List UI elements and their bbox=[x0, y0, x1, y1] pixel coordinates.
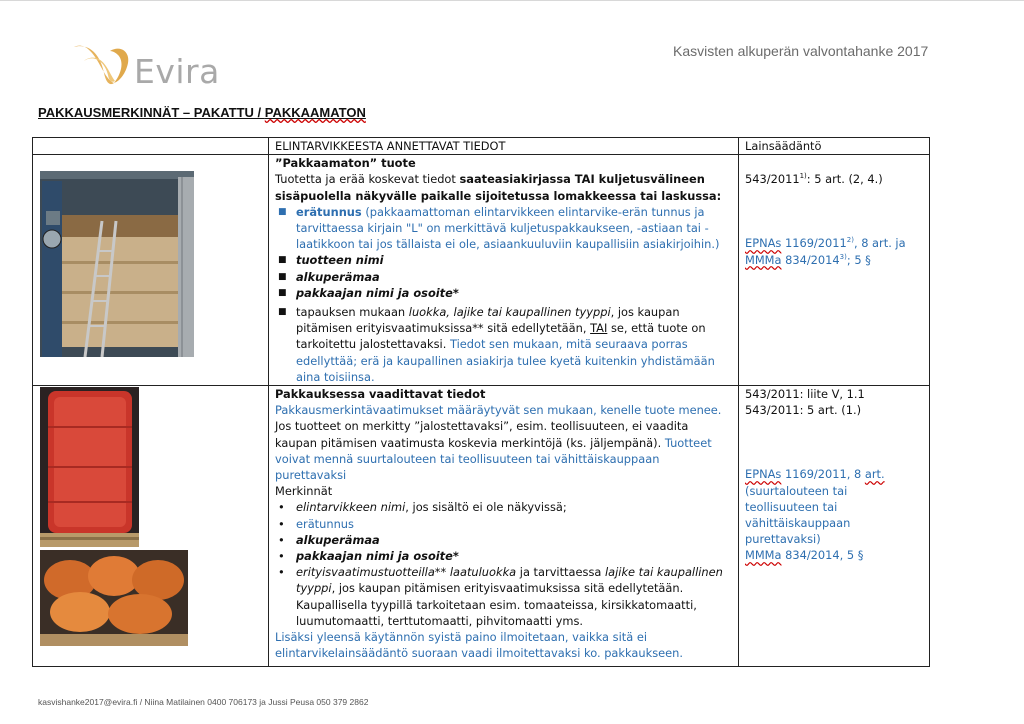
b5-r1: ja tarvittaessa bbox=[516, 565, 605, 580]
square-bullet-icon: ■ bbox=[278, 307, 287, 318]
onion-big-bag-photo bbox=[40, 387, 139, 547]
list-item bbox=[275, 285, 732, 301]
law6-a: EPNAs bbox=[745, 467, 782, 482]
law-ref-5: 543/2011: 5 art. (1.) bbox=[745, 403, 862, 418]
evira-swoosh-icon bbox=[70, 39, 132, 89]
square-bullet-icon: ■ bbox=[278, 271, 287, 282]
row2-heading: Pakkauksessa vaadittavat tiedot bbox=[275, 387, 486, 402]
b4-text: pakkaajan nimi ja osoite* bbox=[296, 549, 459, 564]
header-cell-law: Lainsäädäntö bbox=[739, 138, 930, 155]
last-item-t3: , jos kaupan pitämisen erityisvaatimuksissa** sitä edellytetään, bbox=[296, 305, 680, 336]
law6-d: (suurtalouteen tai teollisuuteen tai vähittäiskauppaan purettavaksi) bbox=[745, 483, 851, 547]
law-cell-unpacked bbox=[739, 155, 930, 386]
item-batch-code: erätunnus bbox=[296, 204, 362, 219]
list-item bbox=[275, 304, 732, 385]
law1-sup: 1) bbox=[799, 172, 807, 181]
b2-text: erätunnus bbox=[296, 516, 354, 531]
image-cell-bags bbox=[33, 386, 269, 667]
last-item-t5: se, että tuote on tarkoitettu jalostettavaksi. bbox=[296, 321, 706, 352]
last-item-t6: Tiedot sen mukaan, mitä seuraava porras edellyttää; erä ja kaupallinen asiakirja tulee kyetä kuitenkin yhdistämään aina toisiinsa. bbox=[296, 337, 715, 384]
document-title bbox=[38, 105, 366, 120]
header-cell-info: ELINTARVIKKEESTA ANNETTAVAT TIEDOT bbox=[269, 138, 739, 155]
doc-title-part2: PAKKAAMATON bbox=[264, 105, 366, 120]
law2-a: EPNAs bbox=[745, 236, 782, 251]
b1-rest: , jos sisältö ei ole näkyvissä; bbox=[405, 500, 567, 515]
list-item bbox=[275, 499, 732, 515]
row1-heading: ”Pakkaamaton” tuote bbox=[275, 156, 416, 171]
labeling-table bbox=[32, 137, 930, 667]
row2-para bbox=[275, 402, 732, 483]
law3-c: ; 5 § bbox=[846, 252, 871, 267]
image-cell-truck bbox=[33, 155, 269, 386]
square-bullet-icon: ■ bbox=[278, 287, 287, 298]
law3-a: MMMa bbox=[745, 252, 782, 267]
law2-c: , 8 art. ja bbox=[853, 236, 906, 251]
list-item bbox=[275, 516, 732, 532]
list-item bbox=[275, 252, 732, 268]
logo-text: Evira bbox=[134, 52, 220, 91]
list-item bbox=[275, 548, 732, 564]
dot-bullet-icon: • bbox=[278, 532, 285, 547]
law3-b: 834/2014 bbox=[781, 252, 840, 267]
dot-bullet-icon: • bbox=[278, 549, 285, 564]
row2-para-blue2: Tuotteet voivat mennä suurtalouteen tai teollisuuteen tai vähittäiskauppaan purettavaksi bbox=[275, 435, 712, 483]
law-ref-6 bbox=[745, 466, 923, 547]
list-item bbox=[275, 564, 732, 629]
row2-para-black: Jos tuotteet on merkitty ”jalostettavaksi”, esim. teollisuuteen, ei vaadita kaupan pitämisen vaatimusta koskevia merkintöjä (ks. jäljempänä). bbox=[275, 419, 689, 450]
info-cell-packed bbox=[269, 386, 739, 667]
row2-para-blue: Pakkausmerkintävaatimukset määräytyvät sen mukaan, kenelle tuote menee. bbox=[275, 403, 722, 418]
item-product-name: tuotteen nimi bbox=[296, 253, 384, 268]
law2-sup: 2) bbox=[846, 236, 854, 245]
footer-contact: kasvishanke2017@evira.fi / Niina Matilainen 0400 706173 ja Jussi Peusa 050 379 2862 bbox=[38, 697, 369, 707]
b5-italic2: lajike tai kaupallinen tyyppi bbox=[296, 565, 723, 596]
law-ref-1 bbox=[745, 171, 923, 187]
table-row-packed bbox=[33, 386, 930, 667]
list-item bbox=[275, 204, 732, 253]
last-item-t2: luokka, lajike tai kaupallinen tyyppi bbox=[408, 305, 611, 320]
law7-b: 834/2014, 5 § bbox=[781, 548, 864, 563]
truck-container-photo bbox=[40, 171, 194, 357]
law-ref-2 bbox=[745, 235, 923, 251]
list-item bbox=[275, 532, 732, 548]
law1-text: 543/2011 bbox=[745, 172, 800, 187]
dot-bullet-icon: • bbox=[278, 500, 285, 515]
row2-list bbox=[275, 499, 732, 629]
square-bullet-icon: ■ bbox=[278, 255, 287, 266]
b5-italic: erityisvaatimustuotteilla** laatuluokka bbox=[296, 565, 517, 580]
law6-c: art. bbox=[864, 467, 885, 482]
b5-r2: , jos kaupan pitämisen erityisvaatimuksissa sitä edellytetään. Kaupallisella tyypillä tarkoitetaan esim. tomaateissa, kirsikkatomaatti, luumutomaatti, terttutomaatti, pihvitomaatti yms. bbox=[296, 581, 697, 628]
law3-sup: 3) bbox=[839, 252, 847, 261]
law1-rest: : 5 art. (2, 4.) bbox=[806, 172, 883, 187]
header-title: Kasvisten alkuperän valvontahanke 2017 bbox=[673, 43, 929, 59]
dot-bullet-icon: • bbox=[278, 565, 285, 580]
law-cell-packed bbox=[739, 386, 930, 667]
last-item-t1: tapauksen mukaan bbox=[296, 305, 409, 320]
top-border bbox=[0, 0, 1024, 1]
law6-b: 1169/2011, 8 bbox=[781, 467, 865, 482]
row1-intro bbox=[275, 171, 732, 203]
dot-bullet-icon: • bbox=[278, 516, 285, 531]
row1-intro-bold: saateasiakirjassa TAI kuljetusvälineen sisäpuolella näkyvälle paikalle sijoitetussa lomakkeessa tai laskussa: bbox=[275, 172, 722, 203]
b1-italic: elintarvikkeen nimi bbox=[296, 500, 406, 515]
table-header-row bbox=[33, 138, 930, 155]
info-cell-unpacked bbox=[269, 155, 739, 386]
list-item bbox=[275, 269, 732, 285]
item-batch-code-desc: (pakkaamattoman elintarvikkeen elintarvike-erän tunnus ja tarvittaessa kirjain "L" on merkittävä kuljetuspakkaukseen, -astiaan tai -laatikkoon tai jos tällaista ei ole, asiaankuuluviin kaupallisiin asiakirjoihin.) bbox=[296, 204, 720, 252]
table-row-unpacked bbox=[33, 155, 930, 386]
row2-final-note: Lisäksi yleensä käytännön syistä paino ilmoitetaan, vaikka sitä ei elintarvikelainsäädäntö suoraan vaadi ilmoitettavaksi ko. pakkaukseen. bbox=[275, 630, 683, 661]
law7-a: MMMa bbox=[745, 548, 782, 563]
row1-list bbox=[275, 204, 732, 385]
evira-logo bbox=[70, 36, 220, 91]
b3-text: alkuperämaa bbox=[296, 532, 380, 547]
onion-net-bags-photo bbox=[40, 550, 188, 646]
square-bullet-icon: ■ bbox=[278, 206, 287, 217]
law-ref-3 bbox=[745, 252, 923, 268]
item-origin-country: alkuperämaa bbox=[296, 269, 380, 284]
row1-intro-plain: Tuotetta ja erää koskevat tiedot bbox=[275, 172, 460, 187]
header-cell-image bbox=[33, 138, 269, 155]
last-item-t4: TAI bbox=[590, 321, 608, 336]
law-ref-7 bbox=[745, 547, 923, 563]
item-packer: pakkaajan nimi ja osoite* bbox=[296, 285, 459, 300]
law-ref-4: 543/2011: liite V, 1.1 bbox=[745, 387, 865, 402]
law2-b: 1169/2011 bbox=[781, 236, 847, 251]
doc-title-part1: PAKKAUSMERKINNÄT – PAKATTU / bbox=[38, 105, 265, 120]
row2-subhead: Merkinnät bbox=[275, 484, 333, 499]
